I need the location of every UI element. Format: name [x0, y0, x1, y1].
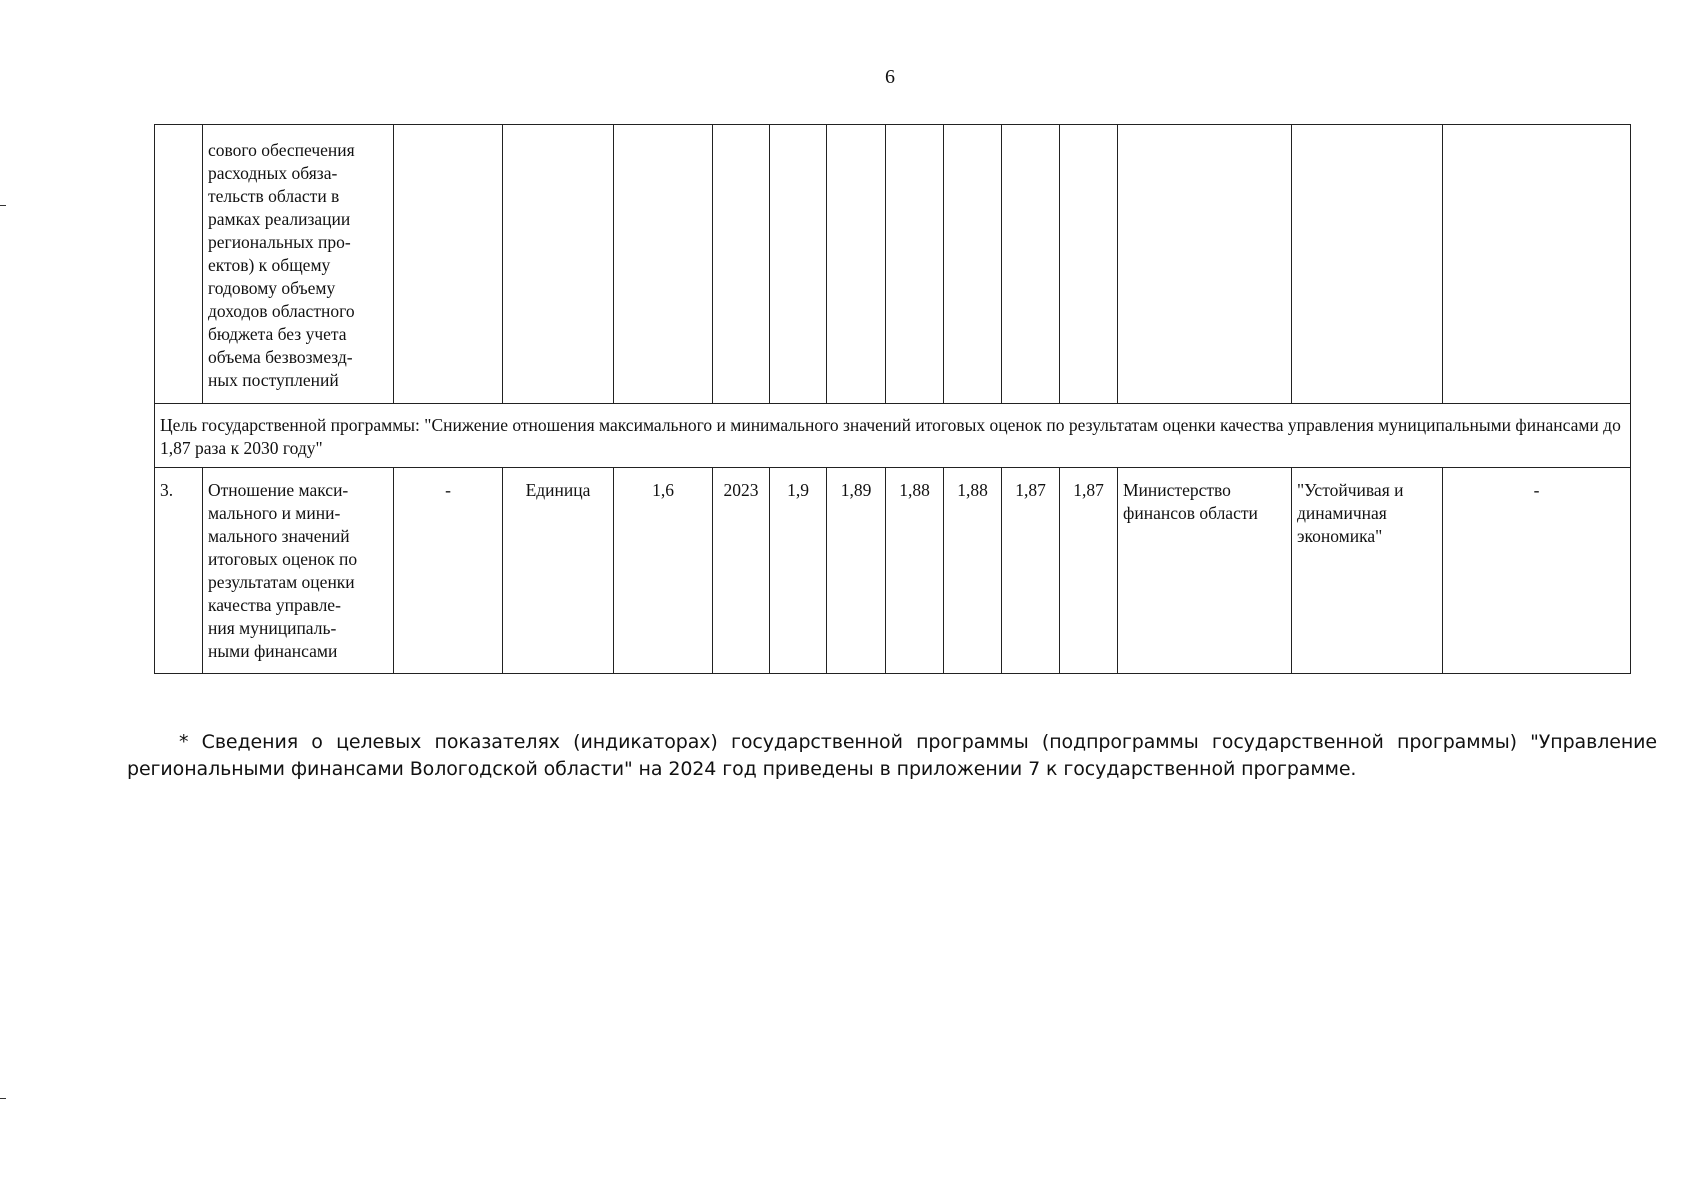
- base-value-cell: 1,6: [614, 468, 713, 674]
- indicator-name-text: сового обеспечения расходных обяза- тельств области в рамках реализации региональных про- ектов) к общему годовому объему доходов областного бюджета без учета объема безвозмезд- ных поступлений: [208, 140, 355, 390]
- table-cell: [770, 125, 827, 404]
- table-row: [155, 125, 1631, 404]
- margin-mark: [0, 1098, 6, 1099]
- number-cell: [155, 125, 203, 404]
- national-goal-cell: "Устойчивая и динамичная экономика": [1292, 468, 1443, 674]
- page-number: 6: [885, 66, 895, 88]
- margin-mark: [0, 205, 6, 206]
- table-cell: [713, 125, 770, 404]
- table-row: [155, 404, 1631, 468]
- base-year-cell: 2023: [713, 468, 770, 674]
- table-cell: [827, 125, 886, 404]
- value-cell: 1,88: [886, 468, 944, 674]
- number-cell: 3.: [155, 468, 203, 674]
- value-cell: 1,89: [827, 468, 886, 674]
- table-cell: [1443, 125, 1631, 404]
- table-row: [155, 468, 1631, 674]
- value-cell: 1,9: [770, 468, 827, 674]
- unit-cell: Единица: [503, 468, 614, 674]
- table-cell: [944, 125, 1002, 404]
- indicator-name-text: Отношение макси- мального и мини- мального значений итоговых оценок по результатам оценки качества управле- ния муниципаль- ными финансами: [208, 480, 358, 661]
- table-cell: -: [1443, 468, 1631, 674]
- value-cell: 1,87: [1002, 468, 1060, 674]
- footnote: * Сведения о целевых показателях (индикаторах) государственной программы (подпрограммы государственной программы) "Управление региональными финансами Вологодской области" на 2024 год приведены в приложении 7 к государственной программе.: [127, 731, 1657, 780]
- table-cell: [1118, 125, 1292, 404]
- table-cell: -: [394, 468, 503, 674]
- indicator-name-cell: [203, 468, 394, 674]
- program-goal-cell: Цель государственной программы: "Снижение отношения максимального и минимального значений итоговых оценок по результатам оценки качества управления муниципальными финансами до 1,87 раза к 2030 году": [155, 404, 1631, 468]
- table-cell: [503, 125, 614, 404]
- table-cell: [1292, 125, 1443, 404]
- indicator-name-cell: [203, 125, 394, 404]
- table-cell: [614, 125, 713, 404]
- responsible-cell: Министерство финансов области: [1118, 468, 1292, 674]
- value-cell: 1,88: [944, 468, 1002, 674]
- value-cell: 1,87: [1060, 468, 1118, 674]
- table-cell: [1060, 125, 1118, 404]
- table-cell: [1002, 125, 1060, 404]
- table-cell: [394, 125, 503, 404]
- table-cell: [886, 125, 944, 404]
- indicators-table: [154, 124, 1631, 674]
